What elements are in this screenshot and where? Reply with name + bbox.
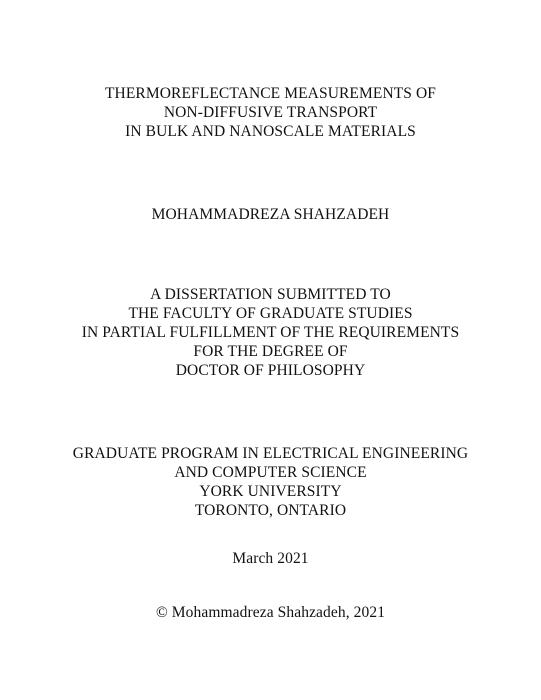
title-line: NON-DIFFUSIVE TRANSPORT bbox=[163, 104, 378, 121]
submission-line: DOCTOR OF PHILOSOPHY bbox=[175, 362, 366, 379]
submission-date bbox=[0, 549, 541, 568]
submission-statement bbox=[0, 285, 541, 380]
copyright-line: © Mohammadreza Shahzadeh, 2021 bbox=[155, 604, 386, 621]
copyright-notice bbox=[0, 603, 541, 622]
author-line: MOHAMMADREZA SHAHZADEH bbox=[151, 206, 390, 223]
program-line: YORK UNIVERSITY bbox=[199, 483, 342, 500]
title-line: THERMOREFLECTANCE MEASUREMENTS OF bbox=[104, 85, 437, 102]
submission-line: A DISSERTATION SUBMITTED TO bbox=[150, 286, 391, 303]
submission-line: THE FACULTY OF GRADUATE STUDIES bbox=[128, 305, 413, 322]
title-line: IN BULK AND NANOSCALE MATERIALS bbox=[125, 123, 416, 140]
submission-line: IN PARTIAL FULFILLMENT OF THE REQUIREMENTS bbox=[81, 324, 460, 341]
dissertation-title bbox=[0, 84, 541, 141]
author-name bbox=[0, 205, 541, 224]
submission-line: FOR THE DEGREE OF bbox=[193, 343, 348, 360]
program-line: GRADUATE PROGRAM IN ELECTRICAL ENGINEERING bbox=[72, 445, 469, 462]
program-line: TORONTO, ONTARIO bbox=[194, 502, 347, 519]
program-line: AND COMPUTER SCIENCE bbox=[174, 464, 367, 481]
date-line: March 2021 bbox=[232, 550, 309, 567]
program-info bbox=[0, 444, 541, 520]
